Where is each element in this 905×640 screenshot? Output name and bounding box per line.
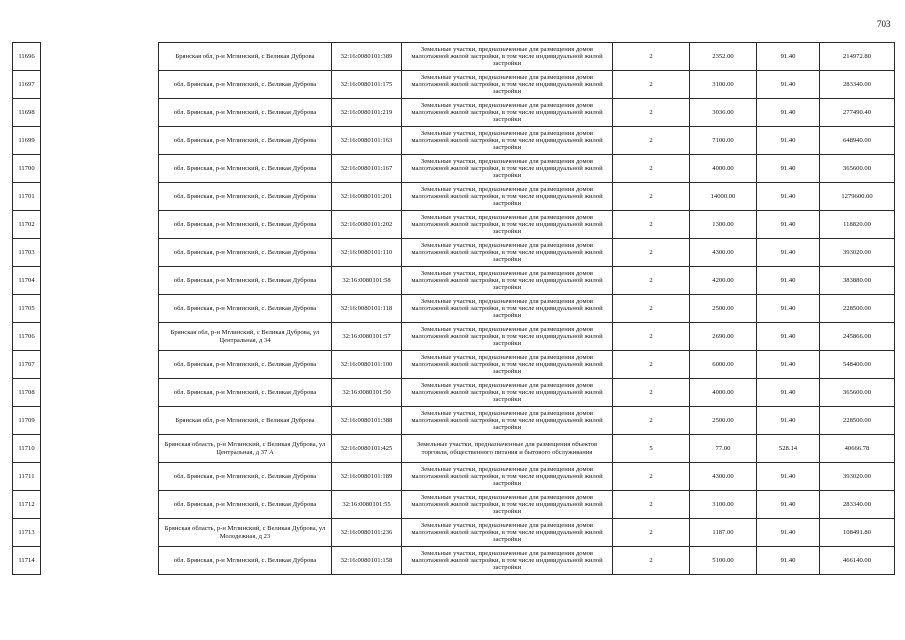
cadastral-number-cell: 32:16:0080101:100 (332, 351, 402, 379)
specific-value-cell: 91.40 (757, 239, 820, 267)
address-cell: обл. Брянская, р-н Мглинский, с. Великая Дуброва (159, 211, 332, 239)
specific-value-cell: 91.40 (757, 71, 820, 99)
permitted-use-cell: Земельные участки, предназначенные для размещения домов малоэтажной жилой застройки, в том числе индивидуальной жилой застройки (402, 211, 613, 239)
area-cell: 7100.00 (690, 127, 757, 155)
address-cell: обл. Брянская, р-н Мглинский, с. Великая Дуброва (159, 183, 332, 211)
table-row (13, 435, 895, 463)
permitted-use-cell: Земельные участки, предназначенные для размещения домов малоэтажной жилой застройки, в том числе индивидуальной жилой застройки (402, 239, 613, 267)
spacer-cell (41, 351, 159, 379)
row-number-cell: 11696 (13, 43, 41, 71)
cadastral-number-cell: 32:16:0080101:163 (332, 127, 402, 155)
address-cell: обл. Брянская, р-н Мглинский, с. Великая Дуброва (159, 491, 332, 519)
area-cell: 3100.00 (690, 491, 757, 519)
specific-value-cell: 91.40 (757, 295, 820, 323)
area-cell: 1187.00 (690, 519, 757, 547)
cadastral-value-cell: 108491.80 (820, 519, 895, 547)
spacer-cell (41, 295, 159, 323)
specific-value-cell: 91.40 (757, 407, 820, 435)
address-cell: Брянская область, р-н Мглинский, с Великая Дуброва, ул Центральная, д 37 А (159, 435, 332, 463)
table-body (13, 43, 895, 575)
spacer-cell (41, 323, 159, 351)
permitted-use-cell: Земельные участки, предназначенные для размещения домов малоэтажной жилой застройки, в том числе индивидуальной жилой застройки (402, 379, 613, 407)
table-row (13, 407, 895, 435)
cadastral-number-cell: 32:16:0080101:201 (332, 183, 402, 211)
row-number-cell: 11706 (13, 323, 41, 351)
area-cell: 2352.00 (690, 43, 757, 71)
cadastral-number-cell: 32:16:0080101:158 (332, 547, 402, 575)
row-number-cell: 11697 (13, 71, 41, 99)
row-number-cell: 11705 (13, 295, 41, 323)
address-cell: Брянская обл, р-н Мглинский, с Великая Дуброва (159, 43, 332, 71)
group-code-cell: 2 (613, 71, 690, 99)
cadastral-value-cell: 228500.00 (820, 295, 895, 323)
permitted-use-cell: Земельные участки, предназначенные для размещения домов малоэтажной жилой застройки, в том числе индивидуальной жилой застройки (402, 183, 613, 211)
group-code-cell: 2 (613, 295, 690, 323)
cadastral-number-cell: 32:16:0080101:118 (332, 295, 402, 323)
group-code-cell: 2 (613, 183, 690, 211)
cadastral-value-cell: 277490.40 (820, 99, 895, 127)
spacer-cell (41, 43, 159, 71)
group-code-cell: 2 (613, 127, 690, 155)
table-row (13, 43, 895, 71)
specific-value-cell: 91.40 (757, 127, 820, 155)
address-cell: обл. Брянская, р-н Мглинский, с. Великая Дуброва (159, 379, 332, 407)
cadastral-number-cell: 32:16:0080101:389 (332, 43, 402, 71)
spacer-cell (41, 239, 159, 267)
area-cell: 4200.00 (690, 267, 757, 295)
table-row (13, 519, 895, 547)
group-code-cell: 2 (613, 99, 690, 127)
area-cell: 77.00 (690, 435, 757, 463)
cadastral-number-cell: 32:16:0080101:167 (332, 155, 402, 183)
spacer-cell (41, 547, 159, 575)
permitted-use-cell: Земельные участки, предназначенные для размещения домов малоэтажной жилой застройки, в том числе индивидуальной жилой застройки (402, 127, 613, 155)
specific-value-cell: 91.40 (757, 547, 820, 575)
spacer-cell (41, 491, 159, 519)
row-number-cell: 11711 (13, 463, 41, 491)
address-cell: обл. Брянская, р-н Мглинский, с. Великая Дуброва (159, 99, 332, 127)
spacer-cell (41, 71, 159, 99)
permitted-use-cell: Земельные участки, предназначенные для размещения домов малоэтажной жилой застройки, в том числе индивидуальной жилой застройки (402, 463, 613, 491)
specific-value-cell: 91.40 (757, 463, 820, 491)
row-number-cell: 11712 (13, 491, 41, 519)
cadastral-value-cell: 283340.00 (820, 71, 895, 99)
cadastral-value-cell: 283340.00 (820, 491, 895, 519)
spacer-cell (41, 211, 159, 239)
area-cell: 4000.00 (690, 155, 757, 183)
area-cell: 5100.00 (690, 547, 757, 575)
area-cell: 4000.00 (690, 379, 757, 407)
table-row (13, 547, 895, 575)
address-cell: Брянская обл, р-н Мглинский, с Великая Дуброва, ул Центральная, д 34 (159, 323, 332, 351)
cadastral-number-cell: 32:16:0080101:219 (332, 99, 402, 127)
cadastral-number-cell: 32:16:0080101:236 (332, 519, 402, 547)
address-cell: обл. Брянская, р-н Мглинский, с. Великая Дуброва (159, 351, 332, 379)
row-number-cell: 11714 (13, 547, 41, 575)
address-cell: обл. Брянская, р-н Мглинский, с. Великая Дуброва (159, 127, 332, 155)
permitted-use-cell: Земельные участки, предназначенные для размещения домов малоэтажной жилой застройки, в том числе индивидуальной жилой застройки (402, 295, 613, 323)
cadastral-value-cell: 228500.00 (820, 407, 895, 435)
group-code-cell: 2 (613, 407, 690, 435)
row-number-cell: 11708 (13, 379, 41, 407)
spacer-cell (41, 463, 159, 491)
spacer-cell (41, 435, 159, 463)
cadastral-number-cell: 32:16:0080101:55 (332, 491, 402, 519)
table-row (13, 99, 895, 127)
specific-value-cell: 91.40 (757, 519, 820, 547)
area-cell: 3036.00 (690, 99, 757, 127)
group-code-cell: 5 (613, 435, 690, 463)
table-row (13, 211, 895, 239)
table-row (13, 267, 895, 295)
table-row (13, 351, 895, 379)
cadastral-number-cell: 32:16:0080101:58 (332, 267, 402, 295)
cadastral-value-cell: 1279600.00 (820, 183, 895, 211)
table-row (13, 71, 895, 99)
permitted-use-cell: Земельные участки, предназначенные для размещения домов малоэтажной жилой застройки, в том числе индивидуальной жилой застройки (402, 547, 613, 575)
address-cell: обл. Брянская, р-н Мглинский, с. Великая Дуброва (159, 71, 332, 99)
area-cell: 6000.00 (690, 351, 757, 379)
group-code-cell: 2 (613, 155, 690, 183)
cadastral-value-cell: 118820.00 (820, 211, 895, 239)
table-row (13, 295, 895, 323)
specific-value-cell: 91.40 (757, 351, 820, 379)
table-row (13, 239, 895, 267)
permitted-use-cell: Земельные участки, предназначенные для размещения домов малоэтажной жилой застройки, в том числе индивидуальной жилой застройки (402, 351, 613, 379)
row-number-cell: 11698 (13, 99, 41, 127)
row-number-cell: 11707 (13, 351, 41, 379)
row-number-cell: 11700 (13, 155, 41, 183)
table-row (13, 183, 895, 211)
cadastral-value-cell: 365600.00 (820, 155, 895, 183)
spacer-cell (41, 155, 159, 183)
spacer-cell (41, 407, 159, 435)
table-row (13, 127, 895, 155)
specific-value-cell: 91.40 (757, 491, 820, 519)
specific-value-cell: 91.40 (757, 211, 820, 239)
area-cell: 1300.00 (690, 211, 757, 239)
specific-value-cell: 91.40 (757, 323, 820, 351)
cadastral-value-cell: 383880.00 (820, 267, 895, 295)
permitted-use-cell: Земельные участки, предназначенные для размещения домов малоэтажной жилой застройки, в том числе индивидуальной жилой застройки (402, 43, 613, 71)
permitted-use-cell: Земельные участки, предназначенные для размещения домов малоэтажной жилой застройки, в том числе индивидуальной жилой застройки (402, 267, 613, 295)
cadastral-number-cell: 32:16:0080101:425 (332, 435, 402, 463)
address-cell: обл. Брянская, р-н Мглинский, с. Великая Дуброва (159, 547, 332, 575)
specific-value-cell: 91.40 (757, 379, 820, 407)
cadastral-value-cell: 245866.00 (820, 323, 895, 351)
permitted-use-cell: Земельные участки, предназначенные для размещения домов малоэтажной жилой застройки, в том числе индивидуальной жилой застройки (402, 71, 613, 99)
table-row (13, 379, 895, 407)
specific-value-cell: 91.40 (757, 155, 820, 183)
table-row (13, 155, 895, 183)
cadastral-value-cell: 393020.00 (820, 239, 895, 267)
group-code-cell: 2 (613, 463, 690, 491)
group-code-cell: 2 (613, 211, 690, 239)
specific-value-cell: 91.40 (757, 43, 820, 71)
address-cell: Брянская область, р-н Мглинский, с Великая Дуброва, ул Молодежная, д 23 (159, 519, 332, 547)
cadastral-number-cell: 32:16:0080101:110 (332, 239, 402, 267)
cadastral-number-cell: 32:16:0080101:202 (332, 211, 402, 239)
cadastral-value-cell: 548400.00 (820, 351, 895, 379)
area-cell: 2690.00 (690, 323, 757, 351)
permitted-use-cell: Земельные участки, предназначенные для размещения домов малоэтажной жилой застройки, в том числе индивидуальной жилой застройки (402, 491, 613, 519)
row-number-cell: 11701 (13, 183, 41, 211)
spacer-cell (41, 183, 159, 211)
area-cell: 2500.00 (690, 407, 757, 435)
permitted-use-cell: Земельные участки, предназначенные для размещения объектов торговли, общественного питания и бытового обслуживания (402, 435, 613, 463)
group-code-cell: 2 (613, 239, 690, 267)
area-cell: 2500.00 (690, 295, 757, 323)
row-number-cell: 11713 (13, 519, 41, 547)
permitted-use-cell: Земельные участки, предназначенные для размещения домов малоэтажной жилой застройки, в том числе индивидуальной жилой застройки (402, 323, 613, 351)
permitted-use-cell: Земельные участки, предназначенные для размещения домов малоэтажной жилой застройки, в том числе индивидуальной жилой застройки (402, 519, 613, 547)
group-code-cell: 2 (613, 519, 690, 547)
table-row (13, 323, 895, 351)
cadastral-number-cell: 32:16:0080101:50 (332, 379, 402, 407)
cadastral-value-cell: 365600.00 (820, 379, 895, 407)
specific-value-cell: 91.40 (757, 183, 820, 211)
area-cell: 3100.00 (690, 71, 757, 99)
group-code-cell: 2 (613, 43, 690, 71)
specific-value-cell: 528.14 (757, 435, 820, 463)
cadastral-value-cell: 40666.78 (820, 435, 895, 463)
row-number-cell: 11709 (13, 407, 41, 435)
permitted-use-cell: Земельные участки, предназначенные для размещения домов малоэтажной жилой застройки, в том числе индивидуальной жилой застройки (402, 407, 613, 435)
address-cell: обл. Брянская, р-н Мглинский, с. Великая Дуброва (159, 463, 332, 491)
address-cell: обл. Брянская, р-н Мглинский, с. Великая Дуброва (159, 267, 332, 295)
row-number-cell: 11699 (13, 127, 41, 155)
address-cell: Брянская обл, р-н Мглинский, с Великая Дуброва (159, 407, 332, 435)
area-cell: 4300.00 (690, 463, 757, 491)
cadastral-value-cell: 648940.00 (820, 127, 895, 155)
group-code-cell: 2 (613, 547, 690, 575)
specific-value-cell: 91.40 (757, 99, 820, 127)
row-number-cell: 11702 (13, 211, 41, 239)
table-row (13, 463, 895, 491)
page-number: 703 (877, 19, 891, 29)
spacer-cell (41, 519, 159, 547)
cadastral-value-table (12, 42, 895, 575)
row-number-cell: 11710 (13, 435, 41, 463)
area-cell: 4300.00 (690, 239, 757, 267)
address-cell: обл. Брянская, р-н Мглинский, с. Великая Дуброва (159, 239, 332, 267)
address-cell: обл. Брянская, р-н Мглинский, с. Великая Дуброва (159, 295, 332, 323)
row-number-cell: 11703 (13, 239, 41, 267)
group-code-cell: 2 (613, 491, 690, 519)
group-code-cell: 2 (613, 379, 690, 407)
cadastral-value-cell: 466140.00 (820, 547, 895, 575)
row-number-cell: 11704 (13, 267, 41, 295)
cadastral-value-cell: 214972.80 (820, 43, 895, 71)
specific-value-cell: 91.40 (757, 267, 820, 295)
address-cell: обл. Брянская, р-н Мглинский, с. Великая Дуброва (159, 155, 332, 183)
cadastral-number-cell: 32:16:0080101:175 (332, 71, 402, 99)
cadastral-value-cell: 393020.00 (820, 463, 895, 491)
spacer-cell (41, 379, 159, 407)
group-code-cell: 2 (613, 351, 690, 379)
permitted-use-cell: Земельные участки, предназначенные для размещения домов малоэтажной жилой застройки, в том числе индивидуальной жилой застройки (402, 99, 613, 127)
table-row (13, 491, 895, 519)
area-cell: 14000.00 (690, 183, 757, 211)
spacer-cell (41, 127, 159, 155)
cadastral-number-cell: 32:16:0080101:57 (332, 323, 402, 351)
permitted-use-cell: Земельные участки, предназначенные для размещения домов малоэтажной жилой застройки, в том числе индивидуальной жилой застройки (402, 155, 613, 183)
group-code-cell: 2 (613, 267, 690, 295)
cadastral-number-cell: 32:16:0080101:189 (332, 463, 402, 491)
spacer-cell (41, 267, 159, 295)
spacer-cell (41, 99, 159, 127)
cadastral-number-cell: 32:16:0080101:388 (332, 407, 402, 435)
group-code-cell: 2 (613, 323, 690, 351)
